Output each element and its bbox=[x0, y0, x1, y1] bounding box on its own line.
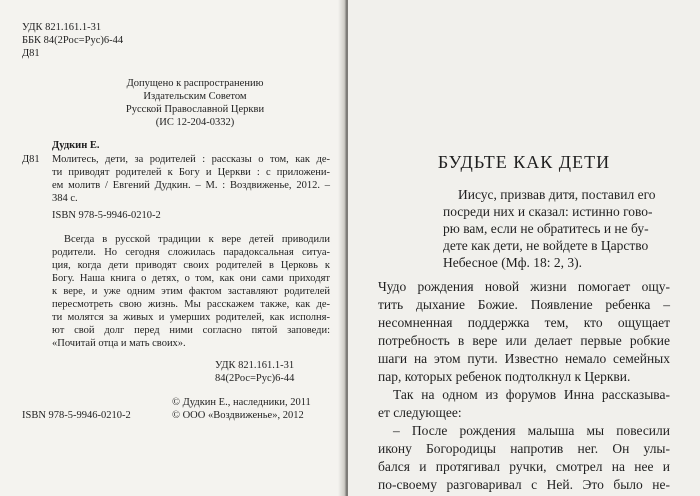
isbn-top: ISBN 978-5-9946-0210-2 bbox=[52, 210, 161, 221]
annotation-line-9: «Почитай отца и мать своих». bbox=[52, 338, 186, 349]
annotation-line-4: Богу. Наша книга о детях, о том, как они сами приходят bbox=[52, 273, 330, 284]
udk-bottom: УДК 821.161.1-31 bbox=[215, 360, 295, 371]
approval-line-4: (ИС 12-204-0332) bbox=[155, 117, 235, 128]
body-line-9: – После рождения малыша мы повесили bbox=[393, 423, 670, 438]
annotation-line-3: ция, когда дети приводят своих родителей в Церковь к bbox=[52, 260, 330, 271]
body-line-4: потребность в вере или делает первые робкие bbox=[378, 333, 670, 348]
approval-line-2: Издательским Советом bbox=[143, 91, 247, 102]
epigraph-line-5: Небесное (Мф. 18: 2, 3). bbox=[443, 255, 583, 270]
epigraph-line-4: дете как дети, не войдете в Царство bbox=[443, 238, 649, 253]
body-line-5: шаги на этом пути. Известно немало семейных bbox=[378, 351, 670, 366]
approval-line-3: Русской Православной Церкви bbox=[125, 104, 265, 115]
body-line-10: икону Богородицы напротив нег. Он улы- bbox=[378, 441, 670, 456]
isbn-bottom: ISBN 978-5-9946-0210-2 bbox=[22, 410, 131, 421]
right-page bbox=[348, 0, 700, 496]
left-page bbox=[0, 0, 346, 496]
body-line-7: Так на одном из форумов Инна рассказыва- bbox=[393, 387, 670, 402]
body-line-1: Чудо рождения новой жизни помогает ощу- bbox=[378, 279, 670, 294]
annotation-line-8: ют свой долг перед ними согласно пятой заповеди: bbox=[52, 325, 330, 336]
author-code: Д81 bbox=[22, 48, 40, 59]
catalog-line-1: Молитесь, дети, за родителей : рассказы о том, как де- bbox=[52, 154, 330, 165]
annotation-line-6: пересмотреть свою жизнь. Мы расскажем также, как де- bbox=[52, 299, 330, 310]
bbk-bottom: 84(2Рос=Рус)6-44 bbox=[215, 373, 295, 384]
annotation-line-2: родители. Но сегодня сложилась парадоксальная ситуа- bbox=[52, 247, 330, 258]
chapter-title: БУДЬТЕ КАК ДЕТИ bbox=[437, 152, 611, 172]
approval-line-1: Допущено к распространению bbox=[126, 78, 264, 89]
epigraph-line-2: посреди них и сказал: истинно гово- bbox=[443, 204, 653, 219]
annotation-line-5: к вере, и уже одним этим фактом заставляют родителей bbox=[52, 286, 330, 297]
catalog-code: Д81 bbox=[22, 154, 40, 165]
bbk-code: ББК 84(2Рос=Рус)6-44 bbox=[22, 35, 124, 46]
annotation-line-7: ти молятся за живых и умерших родителей, как исполня- bbox=[52, 312, 330, 323]
catalog-line-3: ем молитв / Евгений Дудкин. – М. : Воздвиженье, 2012. – bbox=[52, 180, 330, 191]
copyright-line-1: © Дудкин Е., наследники, 2011 bbox=[172, 397, 311, 408]
body-line-12: по-своему разговаривал с Ней. Это было не- bbox=[378, 477, 670, 492]
epigraph-line-3: рю вам, если не обратитесь и не бу- bbox=[443, 221, 649, 236]
catalog-line-4: 384 с. bbox=[52, 193, 78, 204]
body-line-3: несомненная поддержка тем, кто ощущает bbox=[378, 315, 670, 330]
udk-code: УДК 821.161.1-31 bbox=[22, 22, 102, 33]
body-line-6: пар, которых ребенок подтолкнул к Церкви. bbox=[378, 369, 631, 384]
copyright-line-2: © ООО «Воздвиженье», 2012 bbox=[172, 410, 304, 421]
body-line-11: бался и протягивал ручки, смотрел на нее и bbox=[378, 459, 670, 474]
body-line-8: ет следующее: bbox=[378, 405, 462, 420]
annotation-line-1: Всегда в русской традиции к вере детей приводили bbox=[64, 234, 330, 245]
author-heading: Дудкин Е. bbox=[52, 140, 100, 151]
epigraph-line-1: Иисус, призвав дитя, поставил его bbox=[458, 187, 656, 202]
body-line-2: тить дыхание Божие. Появление ребенка – bbox=[378, 297, 670, 312]
catalog-line-2: ти приводят родителей к Богу и Церкви : с приложени- bbox=[52, 167, 330, 178]
